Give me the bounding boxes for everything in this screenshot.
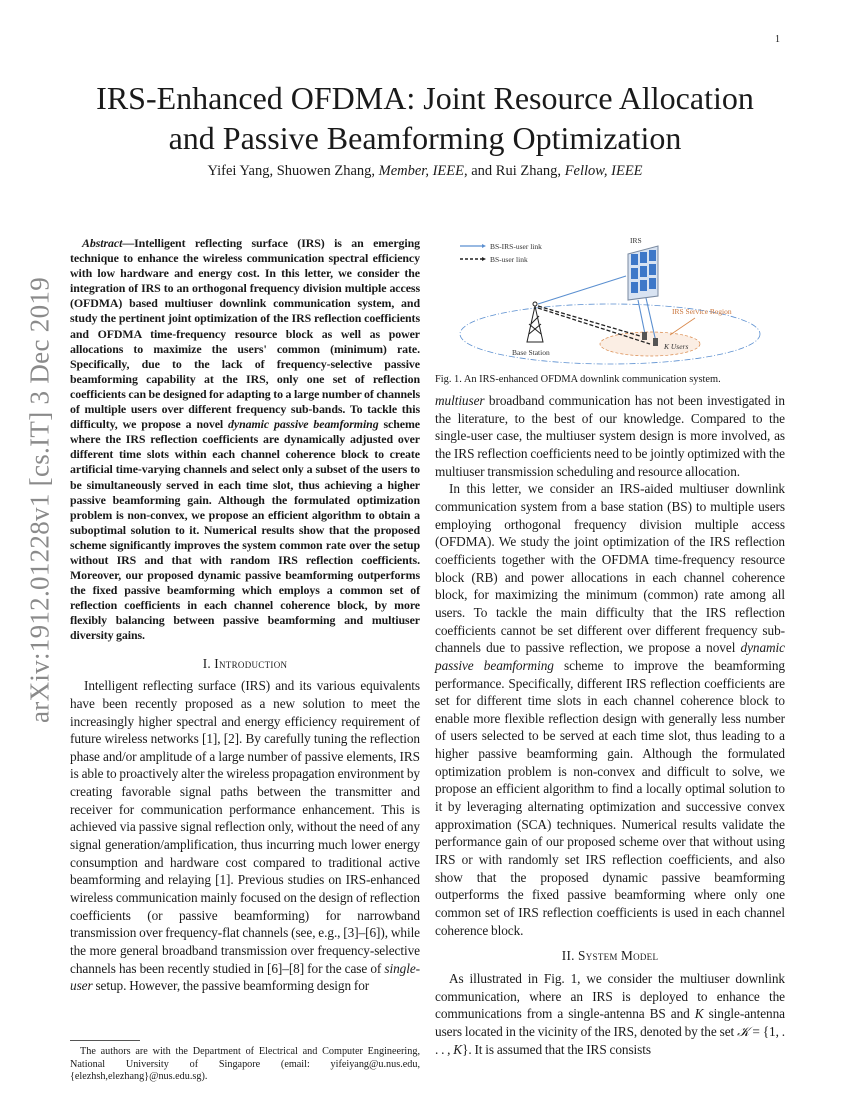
page-number: 1	[775, 34, 780, 45]
section-number: II.	[561, 948, 579, 964]
text-run: single-user	[70, 960, 420, 994]
bs-user-link	[538, 306, 640, 336]
text-run: multiuser	[435, 393, 485, 408]
base-station-label: Base Station	[512, 348, 550, 357]
paragraph	[70, 677, 420, 995]
text-run: = {1, . . . ,	[435, 1023, 786, 1057]
arxiv-stamp: arXiv:1912.01228v1 [cs.IT] 3 Dec 2019	[24, 277, 55, 723]
bs-irs-link	[538, 276, 626, 304]
irs-region-label: IRS Service Region	[672, 307, 732, 316]
legend	[460, 242, 542, 264]
paper-title	[0, 78, 850, 158]
user-device-icon	[653, 338, 658, 346]
footnote: The authors are with the Department of Electrical and Computer Engineering, National University of Singapore (email: yifeiyang@u.nus.edu, {elezhsh,elezhang}@nus.edu.sg).	[70, 1046, 420, 1082]
right-column	[435, 392, 785, 1058]
irs-panel-icon	[628, 236, 658, 300]
paragraph	[435, 480, 785, 939]
text-run: 𝒦	[737, 1023, 750, 1039]
text-run: As illustrated in Fig. 1, we consider the multiuser downlink communication, where an IRS is deployed to enhance the communications from a single-antenna BS and	[435, 971, 785, 1022]
abstract-lead: Abstract	[82, 236, 123, 250]
text-run: , and Rui Zhang,	[464, 163, 565, 179]
abstract-text: —Intelligent reflecting surface (IRS) is an emerging technique to enhance the wireless communication spectral efficiency with low hardware and energy cost. In this letter, we consider the integration of IRS to an orthogonal frequency division multiple access (OFDMA) based multiuser downlink communication system, and study the pertinent joint optimization of the IRS reflection coefficients and OFDMA time-frequency resource block as well as power allocations to maximize the users' common (minimum) rate. Specifically, due to the lack of frequency-selective passive beamforming capability at the IRS, only one set of reflection coefficients can be designed for adapting to a large number of channels of multiple users over different frequency sub-bands. To tackle this difficulty, we propose a novel	[70, 236, 420, 432]
text-run: dynamic passive beamforming	[435, 640, 785, 673]
section-title: Introduction	[214, 655, 288, 671]
paragraph	[435, 970, 785, 1058]
text-run: In this letter, we consider an IRS-aided multiuser downlink communication system from a base station (BS) to multiple users employing orthogonal frequency division multiple access (OFDMA). We study the joint optimization of the IRS reflection coefficients together with the OFDMA time-frequency resource block (RB) and power allocations in each channel coherence block, for maximizing the minimum (common) rate among all users. To tackle the main difficulty that the IRS reflection coefficients cannot be set different over different frequency sub-channels due to passive reflection, we propose a novel	[435, 481, 785, 656]
text-run: K	[694, 1006, 704, 1022]
abstract	[70, 236, 420, 644]
irs-label: IRS	[630, 236, 642, 245]
legend-irs-link: BS-IRS-user link	[490, 242, 542, 251]
footnote-rule	[70, 1040, 140, 1041]
text-run: }. It is assumed that the IRS consists	[462, 1041, 651, 1057]
left-column	[70, 236, 420, 995]
authors	[0, 163, 850, 180]
text-run: K	[453, 1041, 463, 1057]
section-title: System Model	[578, 948, 659, 964]
legend-bs-link: BS-user link	[490, 255, 528, 264]
figure-caption: Fig. 1. An IRS-enhanced OFDMA downlink communication system.	[435, 374, 721, 385]
text-run: scheme to improve the beamforming performance. Specifically, different IRS reflection coefficients are set for different time slots in each channel coherence block to enable more flexible reflection design with generally less number of users selected to be served at each time slot, thus leading to a higher passive beamforming gain. Although the formulated optimization problem is non-convex and difficult to solve, we propose an efficient algorithm to find a locally optimal solution to it by leveraging alternating optimization and successive convex approximation (SCA) techniques. Numerical results validate the performance gain of our proposed scheme over that without using IRS or with randomly set IRS reflection coefficients, and also show that the proposed dynamic passive beamforming outperforms the fixed passive beamforming where only one common set of IRS reflection coefficients is used in each channel coherence block.	[435, 657, 785, 938]
abstract-italic: dynamic passive beamforming	[228, 417, 379, 432]
text-run: Member, IEEE	[378, 163, 464, 179]
section-number: I.	[202, 655, 215, 671]
text-run: broadband communication has not been investigated in the literature, to the best of our knowledge. Compared to the single-user case, the multiuser system design is more involved, as the IRS reflection coefficients need to be jointly optimized with the multiuser transmission scheduling and resource allocation.	[435, 393, 785, 479]
abstract-text-2: scheme where the IRS reflection coefficients are dynamically adjusted over different time slots within each channel coherence block to create artificial time-varying channels and select only a subset of the users to be simultaneously served in each time slot, thus achieving a higher passive beamforming gain. Although the formulated optimization problem is non-convex, we propose an efficient algorithm to obtain a suboptimal solution to it. Numerical results show that the proposed scheme significantly improves the system common rate over the setup without IRS and that with random IRS reflection coefficients. Moreover, our proposed dynamic passive beamforming outperforms the fixed passive beamforming which employs a common set of reflection coefficients in each channel coherence block, by more flexibly balancing between passive beamforming and multiuser diversity gains.	[70, 417, 420, 643]
section-heading-system-model	[435, 947, 785, 965]
figure-1	[440, 234, 780, 372]
paragraph	[435, 392, 785, 480]
text-run: single-antenna users located in the vicinity of the IRS, denoted by the set	[435, 1006, 785, 1039]
base-station-icon	[527, 302, 543, 342]
text-run: setup. However, the passive beamforming design for	[92, 978, 370, 994]
user-device-icon	[642, 332, 647, 340]
section-heading-introduction	[70, 655, 420, 673]
title-line: and Passive Beamforming Optimization	[168, 120, 682, 156]
users-label: K Users	[664, 342, 689, 351]
text-run: Yifei Yang, Shuowen Zhang,	[207, 163, 379, 179]
text-run: Fellow, IEEE	[564, 163, 643, 179]
title-line: IRS-Enhanced OFDMA: Joint Resource Allocation	[96, 80, 754, 116]
text-run: Intelligent reflecting surface (IRS) and its various equivalents have been recently proposed as a new solution to meet the increasingly higher spectral and energy efficiency requirement of future wireless networks [1], [2]. By carefully tuning the reflection phase and/or amplitude of a large number of passive elements, IRS is able to proactively alter the wireless propagation environment by creating favorable signal paths between the transmitter and receiver for communication performance enhancement. This is achieved via passive signal reflection only, without the need of any signal generation/amplification, thus incurring much lower energy consumption and hardware cost compared to traditional active beamforming and relaying [1]. Previous studies on IRS-enhanced wireless communication mainly focused on the design of reflection coefficients (or passive beamforming) for narrowband transmission over frequency-flat channels (see, e.g., [3]–[6]), while the more general broadband transmission over frequency-selective channels has been recently studied in [6]–[8] for the case of	[70, 678, 420, 976]
